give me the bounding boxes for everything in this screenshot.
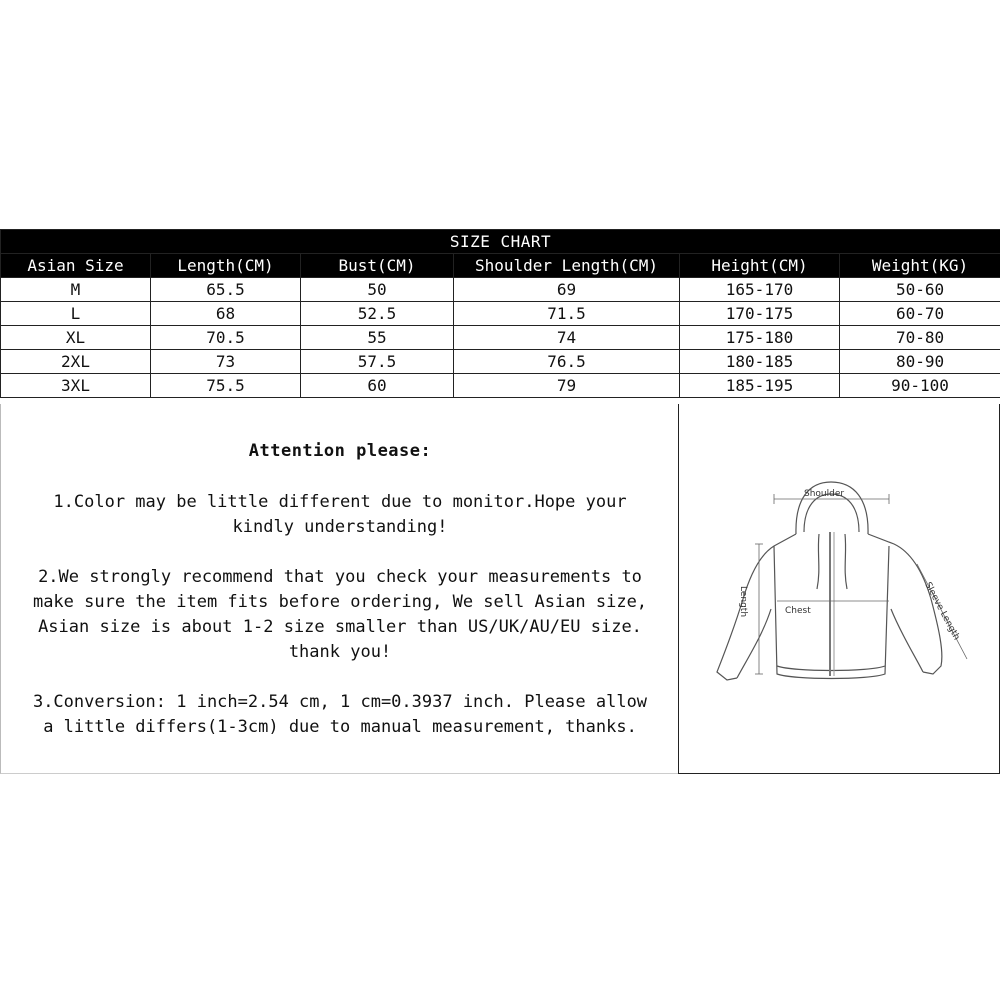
cell-weight: 70-80 [840, 326, 1000, 350]
table-row [1, 278, 1000, 302]
cell-bust: 60 [301, 374, 454, 398]
cell-size: 3XL [1, 374, 151, 398]
measurement-lines [755, 494, 967, 674]
header-asian-size: Asian Size [1, 254, 151, 278]
cell-length: 68 [151, 302, 301, 326]
header-weight: Weight(KG) [840, 254, 1000, 278]
table-title: SIZE CHART [1, 230, 1000, 254]
attention-heading: Attention please: [248, 441, 432, 461]
cell-weight: 90-100 [840, 374, 1000, 398]
cell-bust: 55 [301, 326, 454, 350]
header-height: Height(CM) [680, 254, 840, 278]
cell-length: 70.5 [151, 326, 301, 350]
cell-size: M [1, 278, 151, 302]
cell-length: 75.5 [151, 374, 301, 398]
header-length: Length(CM) [151, 254, 301, 278]
cell-shoulder: 71.5 [454, 302, 680, 326]
table-row [1, 302, 1000, 326]
cell-height: 185-195 [680, 374, 840, 398]
cell-length: 65.5 [151, 278, 301, 302]
cell-length: 73 [151, 350, 301, 374]
length-label: Length [738, 586, 748, 618]
cell-size: L [1, 302, 151, 326]
cell-size: XL [1, 326, 151, 350]
cell-bust: 52.5 [301, 302, 454, 326]
cell-height: 170-175 [680, 302, 840, 326]
cell-shoulder: 76.5 [454, 350, 680, 374]
shoulder-label: Shoulder [804, 489, 845, 499]
table-row [1, 350, 1000, 374]
cell-weight: 60-70 [840, 302, 1000, 326]
cell-height: 175-180 [680, 326, 840, 350]
cell-size: 2XL [1, 350, 151, 374]
table-row [1, 374, 1000, 398]
cell-bust: 50 [301, 278, 454, 302]
hoodie-diagram [679, 404, 1000, 774]
sleeve-length-label: Sleeve Length [922, 580, 962, 642]
note-color: 1.Color may be little different due to monitor.Hope your kindly understanding! [53, 492, 627, 537]
chest-label: Chest [785, 606, 811, 616]
note-measurements: 2.We strongly recommend that you check your measurements to make sure the item fits before ordering, We sell Asian size, Asian size is about 1-2 size smaller than US/UK/AU/EU size. thank you! [32, 567, 648, 662]
size-chart-table [0, 229, 1000, 398]
attention-notes [0, 404, 678, 774]
cell-shoulder: 74 [454, 326, 680, 350]
note-conversion: 3.Conversion: 1 inch=2.54 cm, 1 cm=0.3937 inch. Please allow a little differs(1-3cm) due to manual measurement, thanks. [32, 692, 648, 737]
lower-section [0, 404, 1000, 774]
header-shoulder-length: Shoulder Length(CM) [454, 254, 680, 278]
cell-height: 165-170 [680, 278, 840, 302]
hoodie-diagram-box [678, 404, 1000, 774]
cell-shoulder: 69 [454, 278, 680, 302]
header-bust: Bust(CM) [301, 254, 454, 278]
table-header-row [1, 254, 1000, 278]
table-row [1, 326, 1000, 350]
size-chart-sheet [0, 229, 1000, 774]
cell-height: 180-185 [680, 350, 840, 374]
hoodie-outline-icon [717, 482, 942, 680]
cell-bust: 57.5 [301, 350, 454, 374]
cell-shoulder: 79 [454, 374, 680, 398]
cell-weight: 50-60 [840, 278, 1000, 302]
cell-weight: 80-90 [840, 350, 1000, 374]
